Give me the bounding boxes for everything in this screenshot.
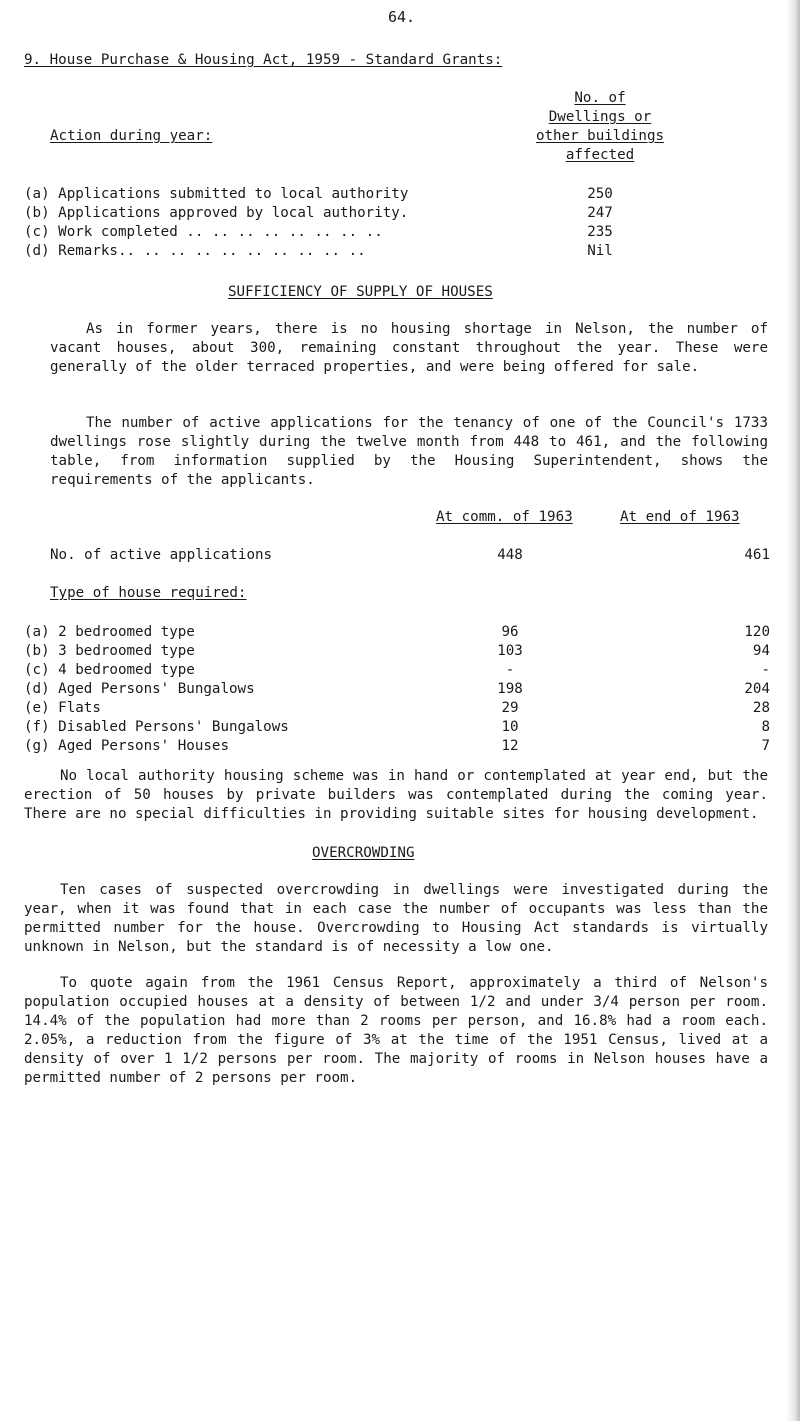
grant-row-c-value: 235 bbox=[587, 224, 613, 240]
table-row: (f) Disabled Persons' Bungalows 10 8 bbox=[24, 719, 770, 735]
action-during-year-header: Action during year: bbox=[50, 128, 213, 144]
table-row: (g) Aged Persons' Houses 12 7 bbox=[24, 738, 770, 754]
overcrowding-paragraph-1: Ten cases of suspected overcrowding in dwellings were investigated during the year, when it was found that in each case the number of occupants was less than the permitted number for the house. Overcrowding to Housing Act standards is virtually unknown in Nelson, but the standard is of necessity a low one. bbox=[24, 882, 768, 955]
table-row: (c) 4 bedroomed type - - bbox=[24, 662, 770, 678]
grant-row-c-label: (c) Work completed .. .. .. .. .. .. .. .. bbox=[24, 224, 383, 240]
grant-row-d-label: (d) Remarks.. .. .. .. .. .. .. .. .. .. bbox=[24, 243, 366, 259]
table-col1-header: At comm. of 1963 bbox=[436, 509, 573, 525]
grant-row-d-value: Nil bbox=[587, 243, 613, 259]
page-edge-shadow bbox=[786, 0, 800, 1421]
col-header-affected: affected bbox=[565, 147, 635, 163]
col-header-dwellings: Dwellings or bbox=[548, 109, 652, 125]
grant-row-a-value: 250 bbox=[587, 186, 613, 202]
grant-row-b-label: (b) Applications approved by local authority. bbox=[24, 205, 409, 221]
type-heading: Type of house required: bbox=[50, 585, 247, 601]
total-col2: 461 bbox=[744, 547, 770, 563]
grant-row-a-label: (a) Applications submitted to local authority bbox=[24, 186, 409, 202]
table-row: (e) Flats 29 28 bbox=[24, 700, 770, 716]
col-header-other-buildings: other buildings bbox=[535, 128, 665, 144]
mixed-number-one-and-half: 1 1/2 bbox=[164, 1051, 208, 1067]
table-col2-header: At end of 1963 bbox=[620, 509, 740, 525]
col-header-no-of: No. of bbox=[574, 90, 626, 106]
overcrowding-heading: OVERCROWDING bbox=[312, 845, 415, 861]
table-row-total bbox=[50, 546, 770, 565]
sufficiency-paragraph-1: As in former years, there is no housing shortage in Nelson, the number of vacant houses, about 300, remaining constant throughout the year. These were generally of the older terraced properties, and were being offered for sale. bbox=[50, 321, 768, 375]
housing-scheme-paragraph: No local authority housing scheme was in hand or contemplated at year end, but the erection of 50 houses by private builders was contemplated during the coming year. There are no special difficulties in providing suitable sites for housing development. bbox=[24, 768, 768, 822]
table-row: (b) 3 bedroomed type 103 94 bbox=[24, 643, 770, 659]
sufficiency-heading: SUFFICIENCY OF SUPPLY OF HOUSES bbox=[228, 284, 493, 300]
overcrowding-paragraph-2: To quote again from the 1961 Census Report, approximately a third of Nelson's population occupied houses at a density of between 1/2 and under 3/4 person per room. 14.4% of the population had more than 2 rooms per person, and 16.8% had a room each. 2.05%, a reduction from the figure of 3% at the time of the 1951 Census, lived at a density of over 1 1/2 persons per room. The majority of rooms in Nelson houses have a permitted number of 2 persons per room. bbox=[24, 975, 769, 1086]
total-col1: 448 bbox=[497, 547, 523, 563]
section-9-heading: 9. House Purchase & Housing Act, 1959 - Standard Grants: bbox=[24, 52, 503, 68]
fraction-three-quarters: 3/4 bbox=[593, 994, 619, 1010]
fraction-half: 1/2 bbox=[469, 994, 496, 1010]
grant-row-b-value: 247 bbox=[587, 205, 613, 221]
page-number: 64. bbox=[388, 8, 416, 26]
table-row: (d) Aged Persons' Bungalows 198 204 bbox=[24, 681, 770, 697]
total-label: No. of active applications bbox=[50, 547, 273, 563]
sufficiency-paragraph-2: The number of active applications for the tenancy of one of the Council's 1733 dwellings rose slightly during the twelve month from 448 to 461, and the following table, from information supplied by the Housing Superintendent, shows the requirements of the applicants. bbox=[50, 415, 768, 488]
table-row: (a) 2 bedroomed type 96 120 bbox=[24, 624, 770, 640]
